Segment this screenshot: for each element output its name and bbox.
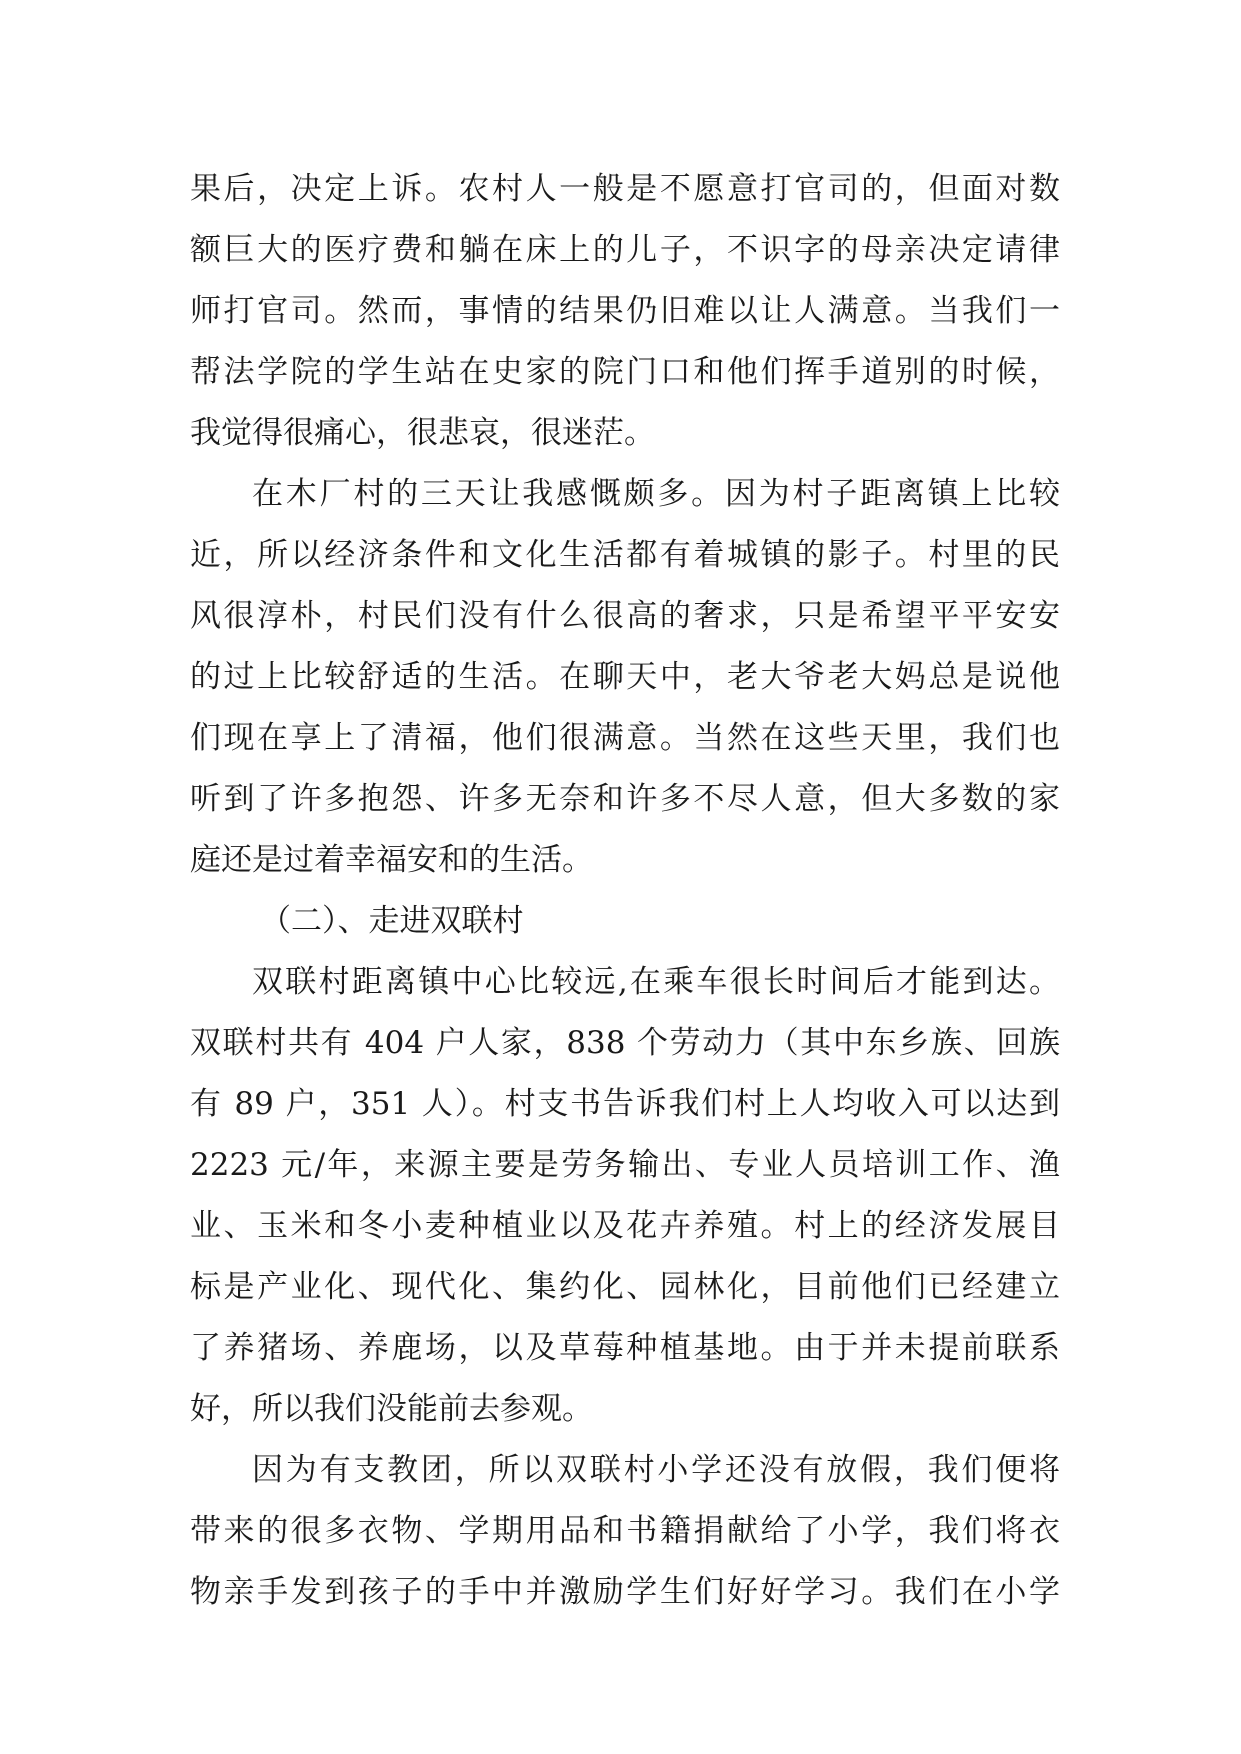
text-line: 们现在享上了清福，他们很满意。当然在这些天里，我们也 xyxy=(190,720,1060,756)
text-line: 因为有支教团，所以双联村小学还没有放假，我们便将 xyxy=(252,1452,1060,1488)
paragraph-3 xyxy=(190,952,1060,1440)
text-line: 带来的很多衣物、学期用品和书籍捐献给了小学，我们将衣 xyxy=(190,1513,1060,1549)
text-line: 有 89 户，351 人）。村支书告诉我们村上人均收入可以达到 xyxy=(190,1086,1060,1122)
paragraph-1 xyxy=(190,159,1060,464)
text-line: 在木厂村的三天让我感慨颇多。因为村子距离镇上比较 xyxy=(252,476,1060,512)
section-heading: （二）、走进双联村 xyxy=(260,903,524,939)
text-line: 额巨大的医疗费和躺在床上的儿子，不识字的母亲决定请律 xyxy=(190,232,1060,268)
text-line: 庭还是过着幸福安和的生活。 xyxy=(190,842,593,878)
text-line: 双联村共有 404 户人家，838 个劳动力（其中东乡族、回族 xyxy=(190,1025,1060,1061)
text-line: 帮法学院的学生站在史家的院门口和他们挥手道别的时候， xyxy=(190,354,1060,390)
document-body xyxy=(190,159,1060,1623)
text-line: 近，所以经济条件和文化生活都有着城镇的影子。村里的民 xyxy=(190,537,1060,573)
paragraph-2 xyxy=(190,464,1060,891)
text-line: 我觉得很痛心，很悲哀，很迷茫。 xyxy=(190,415,655,451)
text-line: 风很淳朴，村民们没有什么很高的奢求，只是希望平平安安 xyxy=(190,598,1060,634)
text-line: 标是产业化、现代化、集约化、园林化，目前他们已经建立 xyxy=(190,1269,1060,1305)
text-line: 师打官司。然而，事情的结果仍旧难以让人满意。当我们一 xyxy=(190,293,1060,329)
text-line: 双联村距离镇中心比较远,在乘车很长时间后才能到达。 xyxy=(252,964,1060,1000)
paragraph-4 xyxy=(190,1440,1060,1623)
text-line: 2223 元/年，来源主要是劳务输出、专业人员培训工作、渔 xyxy=(190,1147,1060,1183)
text-line: 业、玉米和冬小麦种植业以及花卉养殖。村上的经济发展目 xyxy=(190,1208,1060,1244)
text-line: 的过上比较舒适的生活。在聊天中，老大爷老大妈总是说他 xyxy=(190,659,1060,695)
text-line: 物亲手发到孩子的手中并激励学生们好好学习。我们在小学 xyxy=(190,1574,1060,1610)
text-line: 听到了许多抱怨、许多无奈和许多不尽人意，但大多数的家 xyxy=(190,781,1060,817)
text-line: 果后，决定上诉。农村人一般是不愿意打官司的，但面对数 xyxy=(190,171,1060,207)
text-line: 了养猪场、养鹿场，以及草莓种植基地。由于并未提前联系 xyxy=(190,1330,1060,1366)
text-line: 好，所以我们没能前去参观。 xyxy=(190,1391,593,1427)
